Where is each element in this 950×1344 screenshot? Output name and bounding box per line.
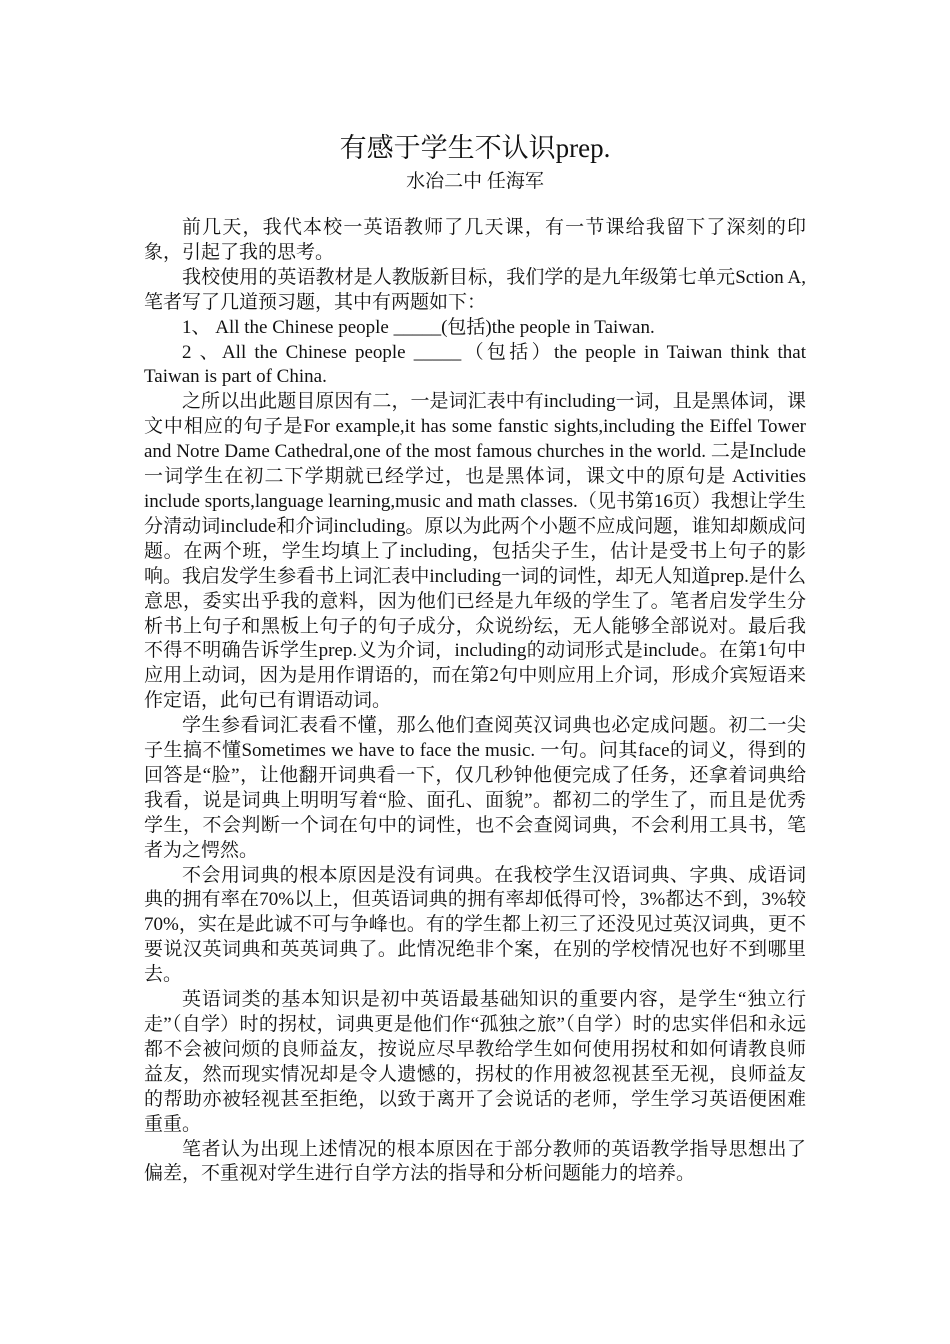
document-title: 有感于学生不认识prep.: [339, 133, 611, 163]
exercise-item: 1、 All the Chinese people _____(包括)the people in Taiwan.: [182, 316, 655, 338]
paragraph: 前几天，我代本校一英语教师了几天课，有一节课给我留下了深刻的印象，引起了我的思考。: [144, 217, 806, 263]
paragraph: 我校使用的英语教材是人教版新目标，我们学的是九年级第七单元Sction A,笔者写了几道预习题，其中有两题如下：: [144, 266, 806, 313]
document-page: [144, 128, 806, 1187]
document-author: 水冶二中 任海军: [406, 171, 544, 192]
paragraph: 不会用词典的根本原因是没有词典。在我校学生汉语词典、字典、成语词典的拥有率在70%以上，但英语词典的拥有率却低得可怜，3%都达不到，3%较70%，实在是此诚不可与争峰也。有的学生都上初三了还没见过英汉词典，更不要说汉英词典和英英词典了。此情况绝非个案，在别的学校情况也好不到哪里去。: [144, 864, 806, 986]
document-body: [144, 216, 806, 1187]
paragraph: 之所以出此题目原因有二，一是词汇表中有including一词，且是黑体词，课文中相应的句子是For example,it has some fanstic sights,including the Eiffel Tower and Notre Dame Cathedral,one of the most famous churches in the world. 二是Include一词学生在初二下学期就已经学过，也是黑体词，课文中的原句是 Activities include sports,language learning,music and math classes.（见书第16页）我想让学生分清动词include和介词including。原以为此两个小题不应成问题，谁知却颇成问题。在两个班，学生均填上了including，包括尖子生，估计是受书上句子的影响。我启发学生参看书上词汇表中including一词的词性，却无人知道prep.是什么意思，委实出乎我的意料，因为他们已经是九年级的学生了。笔者启发学生分析书上句子和黑板上句子的句子成分，众说纷纭，无人能够全部说对。最后我不得不明确告诉学生prep.义为介词，including的动词形式是include。在第1句中应用上动词，因为是用作谓语的，而在第2句中则应用上介词，形成介宾短语来作定语，此句已有谓语动词。: [144, 391, 806, 712]
paragraph: 笔者认为出现上述情况的根本原因在于部分教师的英语教学指导思想出了偏差，不重视对学生进行自学方法的指导和分析问题能力的培养。: [144, 1138, 806, 1185]
paragraph: 英语词类的基本知识是初中英语最基础知识的重要内容，是学生“独立行走”（自学）时的拐杖，词典更是他们作“孤独之旅”（自学）时的忠实伴侣和永远都不会被问烦的良师益友，按说应尽早教给学生如何使用拐杖和如何请教良师益友，然而现实情况却是令人遗憾的，拐杖的作用被忽视甚至无视，良师益友的帮助亦被轻视甚至拒绝，以致于离开了会说话的老师，学生学习英语便困难重重。: [144, 989, 806, 1135]
exercise-item: 2 、All the Chinese people _____（包括）the people in Taiwan think that Taiwan is part of China.: [144, 341, 806, 388]
paragraph: 学生参看词汇表看不懂，那么他们查阅英汉词典也必定成问题。初二一尖子生搞不懂Sometimes we have to face the music. 一句。问其face的词义，得到的回答是“脸”，让他翻开词典看一下，仅几秒钟他便完成了任务，还拿着词典给我看，说是词典上明明写着“脸、面孔、面貌”。都初二的学生了，而且是优秀学生，不会判断一个词在句中的词性，也不会查阅词典，不会利用工具书，笔者为之愕然。: [144, 715, 806, 861]
